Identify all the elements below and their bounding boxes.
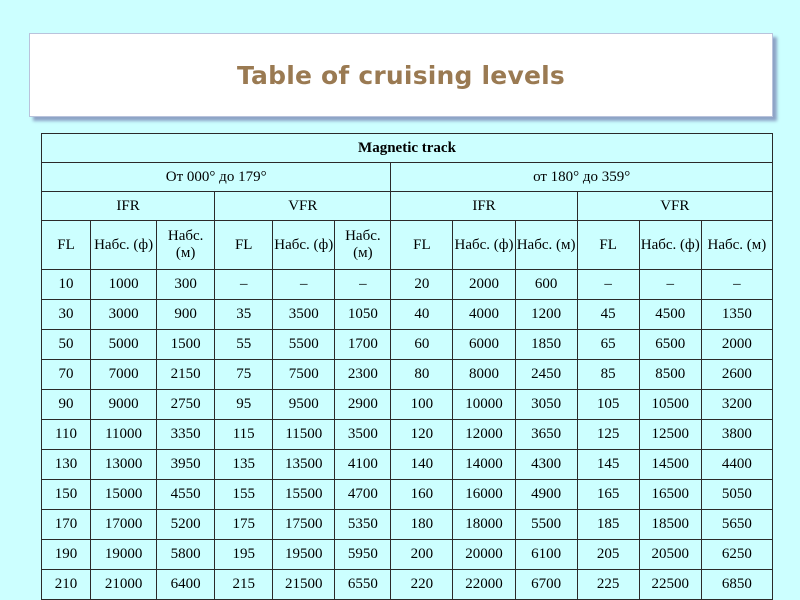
- table-cell: 180: [391, 510, 453, 540]
- table-cell: 80: [391, 360, 453, 390]
- table-cell: 1050: [335, 300, 391, 330]
- table-cell: 900: [157, 300, 215, 330]
- table-cell: 5000: [91, 330, 157, 360]
- table-cell: 3800: [701, 420, 772, 450]
- table-cell: 75: [215, 360, 273, 390]
- column-header: Набс. (ф): [453, 221, 515, 270]
- table-row: [42, 360, 773, 390]
- table-cell: 1850: [515, 330, 577, 360]
- table-cell: 6500: [639, 330, 701, 360]
- table-cell: 160: [391, 480, 453, 510]
- table-cell: 215: [215, 570, 273, 600]
- table-cell: 125: [577, 420, 639, 450]
- table-cell: 18000: [453, 510, 515, 540]
- table-cell: 20000: [453, 540, 515, 570]
- table-cell: 8000: [453, 360, 515, 390]
- table-cell: 9000: [91, 390, 157, 420]
- column-header: Набс. (м): [157, 221, 215, 270]
- table-cell: 225: [577, 570, 639, 600]
- table-cell: 4500: [639, 300, 701, 330]
- table-cell: 10: [42, 270, 91, 300]
- table-cell: 6550: [335, 570, 391, 600]
- table-cell: 16000: [453, 480, 515, 510]
- table-cell: 3350: [157, 420, 215, 450]
- table-row: [42, 510, 773, 540]
- table-cell: 20500: [639, 540, 701, 570]
- table-cell: –: [335, 270, 391, 300]
- table-cell: –: [215, 270, 273, 300]
- table-cell: 220: [391, 570, 453, 600]
- table-cell: 2300: [335, 360, 391, 390]
- rule-header-ifr-east: IFR: [42, 192, 215, 221]
- table-cell: –: [701, 270, 772, 300]
- table-cell: 9500: [273, 390, 335, 420]
- table-row: [42, 450, 773, 480]
- magnetic-track-header: Magnetic track: [42, 134, 773, 163]
- table-cell: 19500: [273, 540, 335, 570]
- table-cell: 130: [42, 450, 91, 480]
- table-cell: 55: [215, 330, 273, 360]
- table-cell: 22000: [453, 570, 515, 600]
- table-cell: 4550: [157, 480, 215, 510]
- table-cell: 1000: [91, 270, 157, 300]
- table-cell: 4700: [335, 480, 391, 510]
- column-header: Набс. (ф): [639, 221, 701, 270]
- table-cell: 6850: [701, 570, 772, 600]
- cruising-levels-table: [41, 133, 773, 600]
- table-cell: 13500: [273, 450, 335, 480]
- table-cell: –: [577, 270, 639, 300]
- table-cell: 45: [577, 300, 639, 330]
- table-row: [42, 330, 773, 360]
- title-panel: [29, 33, 773, 117]
- table-cell: 3500: [273, 300, 335, 330]
- table-cell: 40: [391, 300, 453, 330]
- table-cell: 1500: [157, 330, 215, 360]
- table-cell: 100: [391, 390, 453, 420]
- table-cell: 22500: [639, 570, 701, 600]
- rule-header-ifr-west: IFR: [391, 192, 577, 221]
- table-cell: 5350: [335, 510, 391, 540]
- rule-header-vfr-west: VFR: [577, 192, 772, 221]
- table-cell: 155: [215, 480, 273, 510]
- table-cell: 21500: [273, 570, 335, 600]
- table-cell: 105: [577, 390, 639, 420]
- table-cell: 190: [42, 540, 91, 570]
- table-cell: 3650: [515, 420, 577, 450]
- table-cell: 205: [577, 540, 639, 570]
- table-cell: 1200: [515, 300, 577, 330]
- table-cell: 2450: [515, 360, 577, 390]
- table-cell: 5650: [701, 510, 772, 540]
- table-cell: 30: [42, 300, 91, 330]
- table-cell: 14000: [453, 450, 515, 480]
- table-row: [42, 420, 773, 450]
- column-header: FL: [215, 221, 273, 270]
- table-cell: 19000: [91, 540, 157, 570]
- table-cell: 8500: [639, 360, 701, 390]
- table-cell: 120: [391, 420, 453, 450]
- table-cell: 15500: [273, 480, 335, 510]
- table-cell: 14500: [639, 450, 701, 480]
- table-cell: 95: [215, 390, 273, 420]
- table-row: [42, 390, 773, 420]
- table-cell: 1700: [335, 330, 391, 360]
- table-cell: 17000: [91, 510, 157, 540]
- table-cell: 2900: [335, 390, 391, 420]
- table-cell: 35: [215, 300, 273, 330]
- table-cell: 15000: [91, 480, 157, 510]
- table-cell: 200: [391, 540, 453, 570]
- table-cell: 2000: [701, 330, 772, 360]
- table-cell: 2000: [453, 270, 515, 300]
- page-title: Table of cruising levels: [237, 60, 565, 90]
- table-cell: 6100: [515, 540, 577, 570]
- table-cell: 165: [577, 480, 639, 510]
- table-cell: 70: [42, 360, 91, 390]
- column-header: Набс. (м): [701, 221, 772, 270]
- table-cell: 145: [577, 450, 639, 480]
- table-cell: 210: [42, 570, 91, 600]
- table-cell: 5500: [273, 330, 335, 360]
- table-cell: 1350: [701, 300, 772, 330]
- table-cell: 175: [215, 510, 273, 540]
- column-header: FL: [391, 221, 453, 270]
- table-cell: –: [273, 270, 335, 300]
- table-row: [42, 270, 773, 300]
- table-cell: 90: [42, 390, 91, 420]
- table-cell: 6000: [453, 330, 515, 360]
- table-cell: 13000: [91, 450, 157, 480]
- table-cell: 2150: [157, 360, 215, 390]
- table-cell: 4100: [335, 450, 391, 480]
- table-cell: 12500: [639, 420, 701, 450]
- table-cell: 300: [157, 270, 215, 300]
- direction-header-west: от 180° до 359°: [391, 163, 773, 192]
- direction-header-east: От 000° до 179°: [42, 163, 391, 192]
- table-cell: 20: [391, 270, 453, 300]
- table-cell: 60: [391, 330, 453, 360]
- table-row: [42, 480, 773, 510]
- table-cell: 65: [577, 330, 639, 360]
- table-cell: 4900: [515, 480, 577, 510]
- table-cell: 3950: [157, 450, 215, 480]
- table-cell: 11500: [273, 420, 335, 450]
- table-cell: 21000: [91, 570, 157, 600]
- table-cell: 3200: [701, 390, 772, 420]
- table-cell: 4400: [701, 450, 772, 480]
- table-cell: 115: [215, 420, 273, 450]
- table-cell: 12000: [453, 420, 515, 450]
- table-row: [42, 540, 773, 570]
- table-cell: 170: [42, 510, 91, 540]
- table-cell: 4000: [453, 300, 515, 330]
- table-cell: –: [639, 270, 701, 300]
- table-row: [42, 570, 773, 600]
- table-cell: 6250: [701, 540, 772, 570]
- column-header: Набс. (ф): [91, 221, 157, 270]
- table-row: [42, 300, 773, 330]
- column-header-row: [42, 221, 773, 270]
- column-header: Набс. (м): [515, 221, 577, 270]
- table-cell: 85: [577, 360, 639, 390]
- table-cell: 6700: [515, 570, 577, 600]
- table-cell: 18500: [639, 510, 701, 540]
- table-cell: 5500: [515, 510, 577, 540]
- column-header: Набс. (ф): [273, 221, 335, 270]
- table-cell: 195: [215, 540, 273, 570]
- table-cell: 4300: [515, 450, 577, 480]
- table-cell: 5800: [157, 540, 215, 570]
- table-cell: 7000: [91, 360, 157, 390]
- table-cell: 150: [42, 480, 91, 510]
- table-cell: 110: [42, 420, 91, 450]
- table-cell: 2600: [701, 360, 772, 390]
- table-cell: 16500: [639, 480, 701, 510]
- table-cell: 6400: [157, 570, 215, 600]
- table-cell: 3500: [335, 420, 391, 450]
- table-cell: 600: [515, 270, 577, 300]
- table-cell: 185: [577, 510, 639, 540]
- table-cell: 5950: [335, 540, 391, 570]
- table-cell: 50: [42, 330, 91, 360]
- table-cell: 10000: [453, 390, 515, 420]
- table-cell: 3050: [515, 390, 577, 420]
- table-cell: 2750: [157, 390, 215, 420]
- column-header: FL: [577, 221, 639, 270]
- column-header: FL: [42, 221, 91, 270]
- table-cell: 7500: [273, 360, 335, 390]
- table-cell: 140: [391, 450, 453, 480]
- rule-header-vfr-east: VFR: [215, 192, 391, 221]
- table-cell: 10500: [639, 390, 701, 420]
- table-cell: 11000: [91, 420, 157, 450]
- table-cell: 17500: [273, 510, 335, 540]
- table-cell: 5200: [157, 510, 215, 540]
- table-cell: 5050: [701, 480, 772, 510]
- column-header: Набс. (м): [335, 221, 391, 270]
- table-cell: 3000: [91, 300, 157, 330]
- table-cell: 135: [215, 450, 273, 480]
